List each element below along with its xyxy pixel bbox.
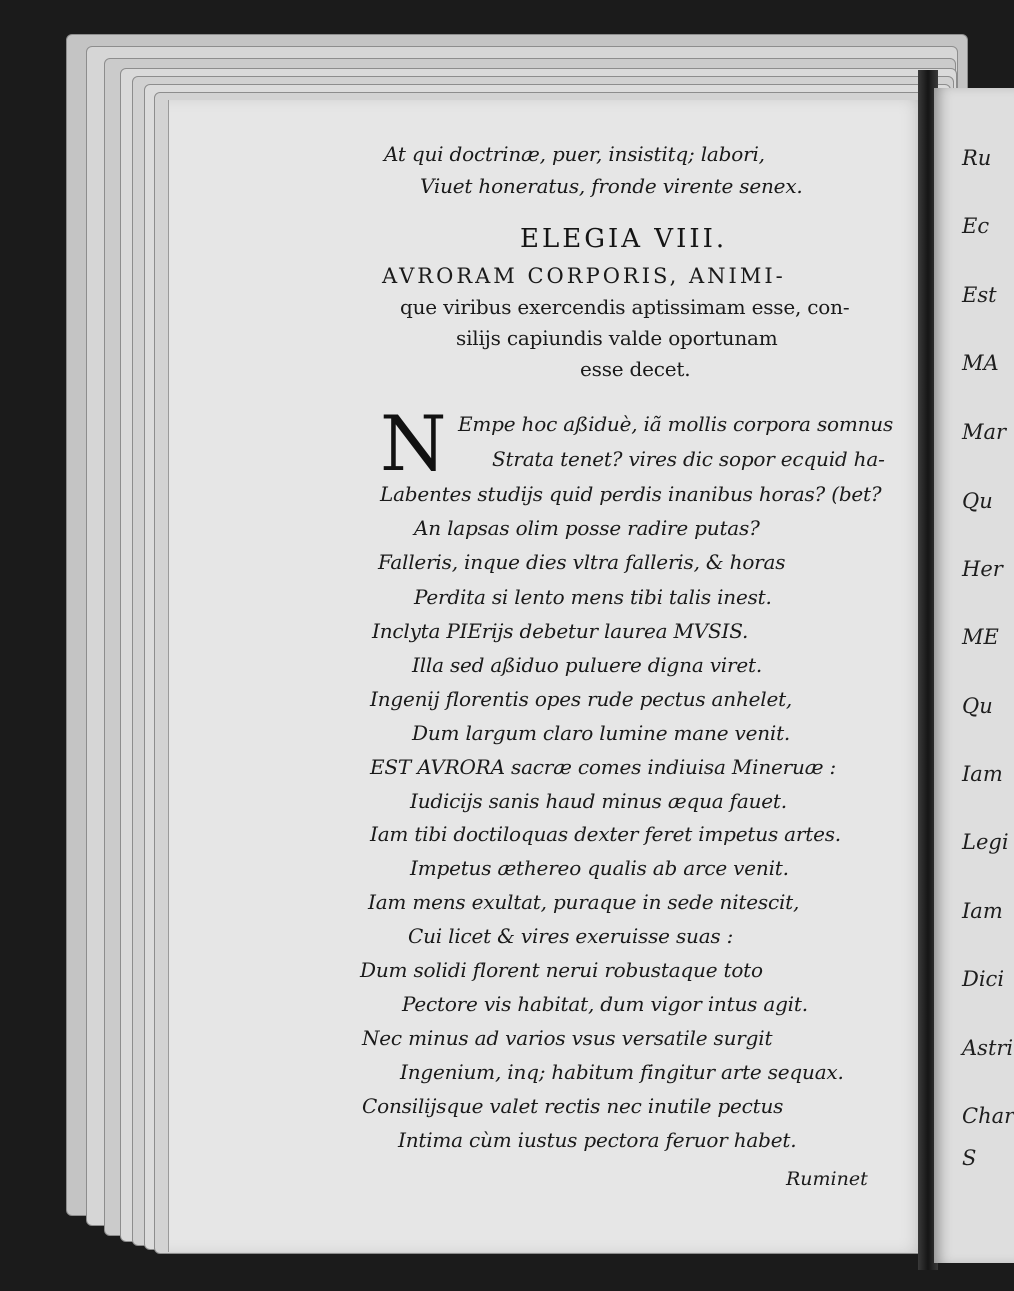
verse-line: Labentes studijs quid perdis inanibus horas? (bet? xyxy=(380,482,882,506)
verse-line: Perdita si lento mens tibi talis inest. xyxy=(414,585,772,609)
right-page xyxy=(934,88,1014,1263)
right-page-fragment: Astri xyxy=(962,1036,1014,1060)
verse-line: Strata tenet? vires dic sopor ecquid ha- xyxy=(492,447,885,471)
verse-line: Falleris, inque dies vltra falleris, & horas xyxy=(378,550,786,574)
right-page-fragment: Legi xyxy=(962,830,1009,854)
right-page-fragment: Qu xyxy=(962,694,993,718)
elegy-heading: ELEGIA VIII. xyxy=(520,224,728,254)
verse-line: Ingenij florentis opes rude pectus anhelet, xyxy=(370,687,793,711)
right-page-fragment: Char xyxy=(962,1104,1014,1128)
verse-line: At qui doctrinæ, puer, insistitq; labori, xyxy=(384,142,765,166)
verse-line: Iam tibi doctiloquas dexter feret impetus artes. xyxy=(370,822,841,846)
right-page-fragment: Her xyxy=(962,557,1003,581)
verse-line: Cui licet & vires exeruisse suas : xyxy=(408,924,734,948)
verse-line: An lapsas olim posse radire putas? xyxy=(414,516,760,540)
verse-line: Viuet honeratus, fronde virente senex. xyxy=(420,174,803,198)
verse-line: EST AVRORA sacræ comes indiuisa Mineruæ : xyxy=(370,755,836,779)
verse-line: Impetus æthereo qualis ab arce venit. xyxy=(410,856,789,880)
verse-line: Ingenium, inq; habitum fingitur arte sequax. xyxy=(400,1060,844,1084)
verse-line: Intima cùm iustus pectora feruor habet. xyxy=(398,1128,797,1152)
right-page-fragment: Mar xyxy=(962,420,1007,444)
right-page-fragment: ME xyxy=(962,625,999,649)
right-page-fragment: Ru xyxy=(962,146,992,170)
right-page-fragment: Est xyxy=(962,283,997,307)
right-page-fragment: MA xyxy=(962,351,999,375)
verse-line: Illa sed aßiduo puluere digna viret. xyxy=(412,653,762,677)
right-page-fragment: S xyxy=(962,1146,977,1170)
verse-line: Pectore vis habitat, dum vigor intus agit. xyxy=(402,992,808,1016)
verse-line: Iudicijs sanis haud minus æqua fauet. xyxy=(410,789,787,813)
verse-line: Inclyta PIErijs debetur laurea MVSIS. xyxy=(372,619,749,643)
argument-line: esse decet. xyxy=(580,357,691,381)
right-page-fragment: Iam xyxy=(962,762,1003,786)
catchword: Ruminet xyxy=(786,1168,868,1190)
drop-cap: N xyxy=(380,399,447,488)
argument-line: que viribus exercendis aptissimam esse, con- xyxy=(400,295,850,319)
verse-line: Consilijsque valet rectis nec inutile pectus xyxy=(362,1094,784,1118)
verse-line: Iam mens exultat, puraque in sede nitescit, xyxy=(368,890,800,914)
right-page-fragment: Dici xyxy=(962,967,1005,991)
argument-line: AVRORAM CORPORIS, ANIMI- xyxy=(382,264,786,288)
verse-line: Dum solidi florent nerui robustaque toto xyxy=(360,958,763,982)
verse-line: Dum largum claro lumine mane venit. xyxy=(412,721,791,745)
verse-line: Nec minus ad varios vsus versatile surgit xyxy=(362,1026,773,1050)
right-page-fragment: Ec xyxy=(962,214,990,238)
argument-line: silijs capiundis valde oportunam xyxy=(456,326,778,350)
right-page-fragment: Iam xyxy=(962,899,1003,923)
right-page-fragment: Qu xyxy=(962,489,993,513)
verse-line: Empe hoc aßiduè, iã mollis corpora somnus xyxy=(458,412,894,436)
